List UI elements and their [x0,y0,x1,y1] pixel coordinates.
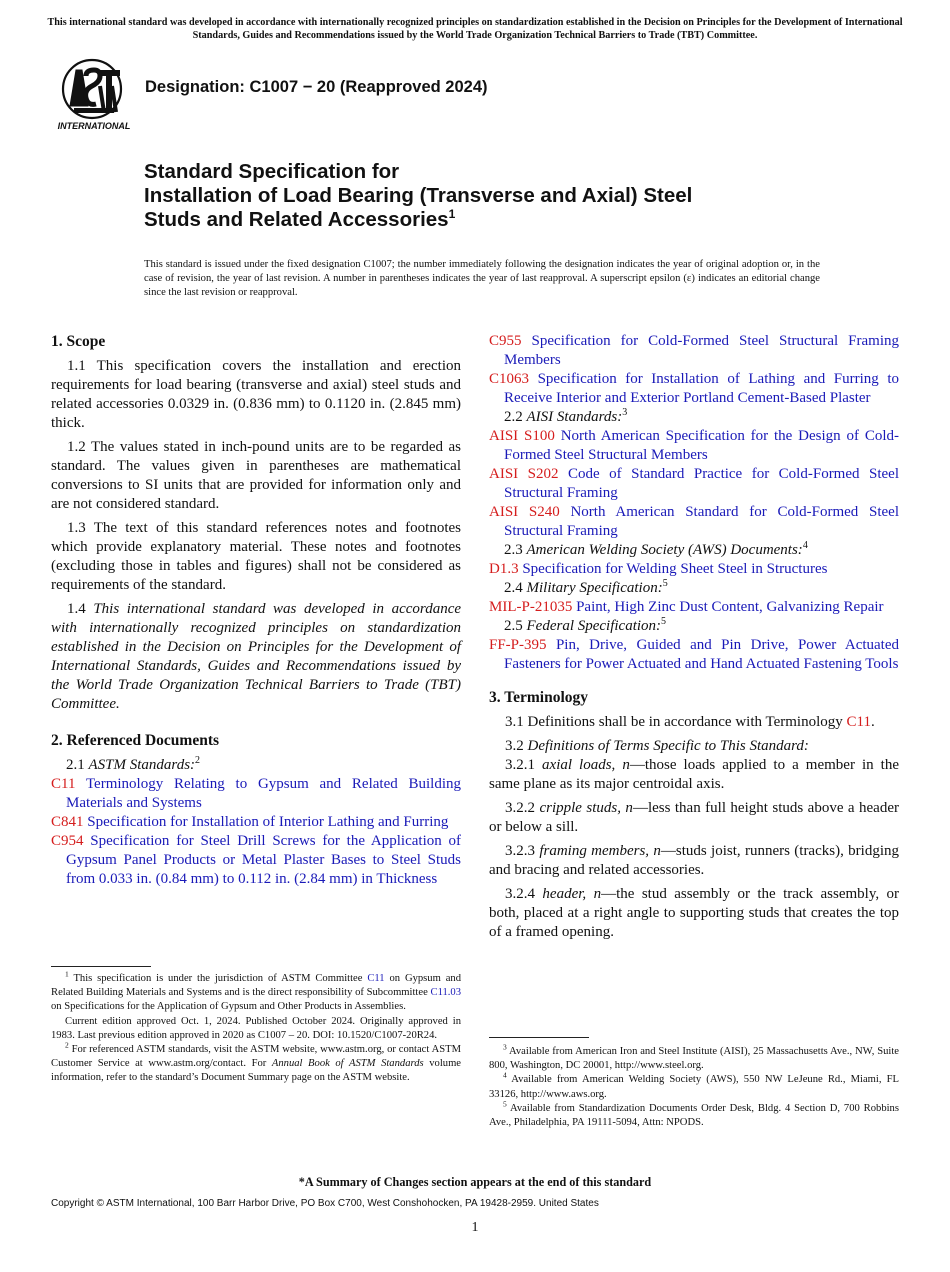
military-reference-list [489,598,899,617]
aisi-standards-heading: 2.2 AISI Standards:$^3$ [504,407,628,425]
aisi-reference-list [489,427,899,541]
reference-code-link[interactable]: C954 [51,833,84,849]
reference-item [489,560,899,579]
paragraph-1-1: 1.1 This specification covers the installation and erection requirements for load bearing (transverse and axial) steel studs and related accessories 0.0329 in. (0.836 mm) to 0.1120 in. (2.845 mm) thick. [51,358,461,431]
footnotes-left [51,969,462,1086]
reference-code-link[interactable]: AISI S240 [489,504,560,520]
reference-code-link[interactable]: D1.3 [489,561,519,577]
reference-item [489,332,899,370]
paragraph-1-4: 1.4 This international standard was developed in accordance with internationally recognized principles on standardization established in the Decision on Principles for the Development of International Standards, Guides and Recommendations issued by the World Trade Organization Technical Barriers to Trade (TBT) Committee. [51,601,462,712]
summary-of-changes-note: *A Summary of Changes section appears at the end of this standard [298,1175,652,1189]
terms-list [489,756,899,942]
reference-title-link[interactable]: Specification for Installation of Lathing and Furring to Receive Interior and Exterior Portland Cement-Based Plaster [504,371,900,406]
reference-item [489,636,899,674]
astm-reference-list-continued [489,332,899,408]
reference-item [51,813,461,832]
footnote-rule-right [489,1037,589,1038]
footnote-4: $^4$ Available from American Welding Society (AWS), 550 NW LeJeune Rd., Miami, FL 33126, http://www.aws.org. [489,1070,899,1100]
footnote-1-edition: Current edition approved Oct. 1, 2024. Published October 2024. Originally approved in 1983. Last previous edition approved in 2020 as C1007 – 20. DOI: 10.1520/C1007-20R24. [51,1015,461,1041]
paragraph-3-1: 3.1 Definitions shall be in accordance with Terminology C11. [505,714,875,730]
section-heading-terminology: 3. Terminology [489,689,589,706]
reference-title-link[interactable]: Specification for Installation of Interior Lathing and Furring [87,814,449,830]
standards-notice: This international standard was developed in accordance with internationally recognized principles on standardization established in the Decision on Principles for the Development of International Standards, Guides and Recommendations issued by the World Trade Organization Technical Barriers to Trade (TBT) Committee. [47,17,903,41]
section-heading-scope: 1. Scope [51,333,106,350]
reference-title-link[interactable]: Specification for Steel Drill Screws for the Application of Gypsum Panel Products or Metal Plaster Bases to Steel Studs from 0.033 in. (0.84 mm) to 0.112 in. (2.84 mm) in Thickness [66,833,462,887]
footnote-3: $^3$ Available from American Iron and Steel Institute (AISI), 25 Massachusetts Ave., NW, Suite 800, Washington, DC 20001, http://www.steel.org. [489,1042,899,1072]
footnote-link-c11-03[interactable]: C11.03 [430,987,462,999]
term-definition: 3.2.1 axial loads, n—those loads applied to a member in the same plane as its major centroidal axis. [489,757,899,792]
reference-title-link[interactable]: Paint, High Zinc Dust Content, Galvanizing Repair [576,599,884,615]
reference-item [51,832,461,889]
reference-title-link[interactable]: Code of Standard Practice for Cold-Formed Steel Structural Framing [504,466,899,501]
reference-item [489,465,899,503]
paragraph-3-2: 3.2 Definitions of Terms Specific to This Standard: [505,738,809,754]
footnote-rule-left [51,966,151,967]
title-line-2: Installation of Load Bearing (Transverse and Axial) Steel [144,184,693,207]
term-definition: 3.2.3 framing members, n—studs joist, runners (tracks), bridging and bracing and related accessories. [489,843,899,878]
astm-reference-list [51,775,461,889]
document-title [144,160,864,232]
reference-title-link[interactable]: Pin, Drive, Guided and Pin Drive, Power Actuated Fasteners for Power Actuated and Hand Actuated Fastening Tools [504,637,900,672]
paragraph-1-2: 1.2 The values stated in inch-pound units are to be regarded as standard. The values given in parentheses are mathematical conversions to SI units that are provided for information only and are not considered standard. [51,439,461,512]
footnote-2: $^2$ For referenced ASTM standards, visit the ASTM website, www.astm.org, or contact ASTM Customer Service at www.astm.org/contact. For Annual Book of ASTM Standards volume information, refer to the standard’s Document Summary page on the ASTM website. [51,1040,462,1084]
military-specification-heading: 2.4 Military Specification:$^5$ [504,578,668,596]
reference-code-link[interactable]: C11 [51,776,76,792]
title-line-1: Standard Specification for [144,160,400,183]
aws-reference-list [489,560,899,579]
issue-note: This standard is issued under the fixed designation C1007; the number immediately following the designation indicates the year of original adoption or, in the case of revision, the year of last revision. A number in parentheses indicates the year of last reapproval. A superscript epsilon (ε) indicates an editorial change since the last revision or reapproval. [144,259,820,299]
reference-title-link[interactable]: Terminology Relating to Gypsum and Related Building Materials and Systems [66,776,462,811]
term-definition: 3.2.2 cripple studs, n—less than full height studs above a header or below a sill. [489,800,899,835]
page-number: 1 [471,1220,479,1235]
reference-item [489,503,899,541]
copyright: Copyright © ASTM International, 100 Barr Harbor Drive, PO Box C700, West Conshohocken, PA 19428-2959. United States [51,1198,599,1209]
paragraph-1-3: 1.3 The text of this standard references notes and footnotes which provide explanatory material. These notes and footnotes (excluding those in tables and figures) shall not be considered as requirements of the standard. [51,520,461,593]
reference-code-link[interactable]: FF-P-395 [489,637,547,653]
reference-code-link[interactable]: AISI S100 [489,428,555,444]
federal-specification-heading: 2.5 Federal Specification:$^5$ [504,616,667,634]
footnote-link-c11[interactable]: C11 [367,973,385,984]
title-line-3: Studs and Related Accessories$^1$ [144,207,456,231]
title-footnote-mark: 1 [448,207,456,222]
reference-code-link[interactable]: MIL-P-21035 [489,599,573,615]
reference-title-link[interactable]: Specification for Welding Sheet Steel in Structures [522,561,828,577]
reference-item [489,427,899,465]
reference-code-link[interactable]: AISI S202 [489,466,559,482]
federal-reference-list [489,636,899,674]
reference-code-link[interactable]: C841 [51,814,84,830]
reference-item [489,598,899,617]
terminology-link-c11[interactable]: C11 [846,714,871,730]
section-heading-referenced: 2. Referenced Documents [51,732,220,749]
astm-standards-heading: 2.1 ASTM Standards:$^2$ [66,755,201,773]
reference-title-link[interactable]: Specification for Cold-Formed Steel Structural Framing Members [504,333,900,368]
footnotes-right [489,1042,899,1130]
svg-text:INTERNATIONAL: INTERNATIONAL [57,121,131,131]
reference-code-link[interactable]: C1063 [489,371,530,387]
footnote-1: $^1$ This specification is under the jurisdiction of ASTM Committee C11 on Gypsum and Related Building Materials and Systems and is the direct responsibility of Subcommittee C11.03 on Specifications for the Application of Gypsum and Other Products in Assemblies. [51,969,462,1013]
footnote-5: $^5$ Available from Standardization Documents Order Desk, Bldg. 4 Section D, 700 Robbins Ave., Philadelphia, PA 19111-5094, Attn: NPODS. [489,1099,899,1129]
astm-logo [54,56,134,132]
reference-item [51,775,461,813]
aws-documents-heading: 2.3 American Welding Society (AWS) Documents:$^4$ [504,540,808,558]
term-definition: 3.2.4 header, n—the stud assembly or the track assembly, or both, placed at a right angle to supporting studs that creates the top of a framed opening. [489,886,899,940]
designation: Designation: C1007 − 20 (Reapproved 2024) [145,78,488,96]
reference-title-link[interactable]: North American Standard for Cold-Formed Steel Structural Framing [504,504,900,539]
reference-item [489,370,899,408]
left-column [51,332,461,889]
right-column [489,332,899,947]
reference-title-link[interactable]: North American Specification for the Design of Cold-Formed Steel Structural Members [504,428,899,463]
reference-code-link[interactable]: C955 [489,333,522,349]
